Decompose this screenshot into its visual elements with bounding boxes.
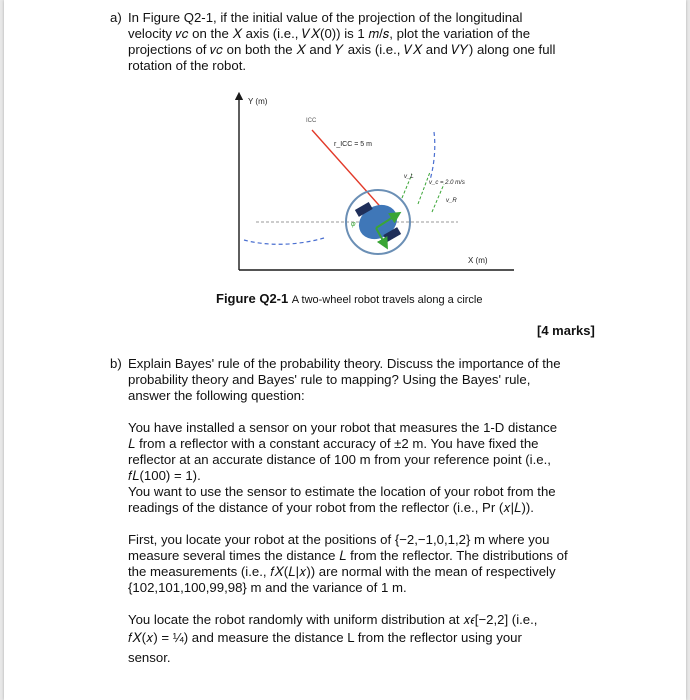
part-b-intro-1: Explain Bayes' rule of the probability theory. Discuss the importance of the <box>128 356 561 371</box>
para3-line-2: 𝑓𝑋(𝑥) = ¼) and measure the distance L from the reflector using your <box>128 630 522 645</box>
para1-line-1: You have installed a sensor on your robot that measures the 1-D distance <box>128 420 558 435</box>
para1-line-3: reflector at an accurate distance of 100 m from your reference point (i.e., <box>128 452 551 467</box>
part-b-marker: b) <box>110 356 122 371</box>
figure-caption <box>216 291 483 306</box>
part-b-intro-3: answer the following question: <box>128 388 305 403</box>
para1-line-5: You want to use the sensor to estimate the location of your robot from the <box>128 484 556 499</box>
para3-line-3: sensor. <box>128 650 171 665</box>
para3-line-1: You locate the robot randomly with uniform distribution at 𝑥𝜖[−2,2] (i.e., <box>128 612 538 627</box>
y-axis-label: Y (m) <box>248 97 268 106</box>
vc-label: v_c = 2.0 m/s <box>429 180 465 186</box>
robot-circle-figure <box>226 88 526 278</box>
para1-line-6: readings of the distance of your robot from the reflector (i.e., Pr (𝑥|𝐿)). <box>128 500 534 515</box>
para1-line-2: 𝐿 from a reflector with a constant accuracy of ±2 m. You have fixed the <box>128 436 539 451</box>
part-a-marker: a) <box>110 10 122 25</box>
para1-line-4: 𝑓𝐿(100) = 1). <box>128 468 201 483</box>
radius-label: r_ICC = 5 m <box>334 141 372 148</box>
vr-label: v_R <box>446 198 457 204</box>
part-a-line-3: projections of 𝑣𝑐 on both the 𝑋 and 𝑌 axis (i.e., 𝑉𝑋 and 𝑉𝑌) along one full <box>128 42 556 57</box>
x-axis-label: X (m) <box>468 256 488 265</box>
document-page <box>4 0 686 700</box>
para2-line-3: the measurements (i.e., 𝑓𝑋(𝐿|𝑥)) are normal with the mean of respectively <box>128 564 556 579</box>
figure-caption-text: A two-wheel robot travels along a circle <box>291 294 483 306</box>
part-a-line-1: In Figure Q2-1, if the initial value of the projection of the longitudinal <box>128 10 523 25</box>
vl-label: v_L <box>404 174 414 180</box>
marks-part-a: [4 marks] <box>537 323 595 338</box>
part-a-line-2: velocity 𝑣𝑐 on the 𝑋 axis (i.e., 𝑉𝑋(0)) is 1 𝑚/𝑠, plot the variation of the <box>128 26 531 41</box>
vc-vector <box>418 172 430 204</box>
part-a-line-4: rotation of the robot. <box>128 58 247 73</box>
para2-line-4: {102,101,100,99,98} m and the variance of 1 m. <box>128 580 407 595</box>
figure-caption-label: Figure Q2-1 <box>216 291 289 306</box>
part-b-intro-2: probability theory and Bayes' rule to mapping? Using the Bayes' rule, <box>128 372 531 387</box>
icc-label: ICC <box>306 118 317 124</box>
phi-label: φ <box>351 221 356 228</box>
dashed-trajectory-top <box>430 132 435 180</box>
vr-vector <box>432 184 444 212</box>
dashed-trajectory-left <box>244 238 324 244</box>
para2-line-1: First, you locate your robot at the positions of {−2,−1,0,1,2} m where you <box>128 532 550 547</box>
para2-line-2: measure several times the distance 𝐿 from the reflector. The distributions of <box>128 548 568 563</box>
